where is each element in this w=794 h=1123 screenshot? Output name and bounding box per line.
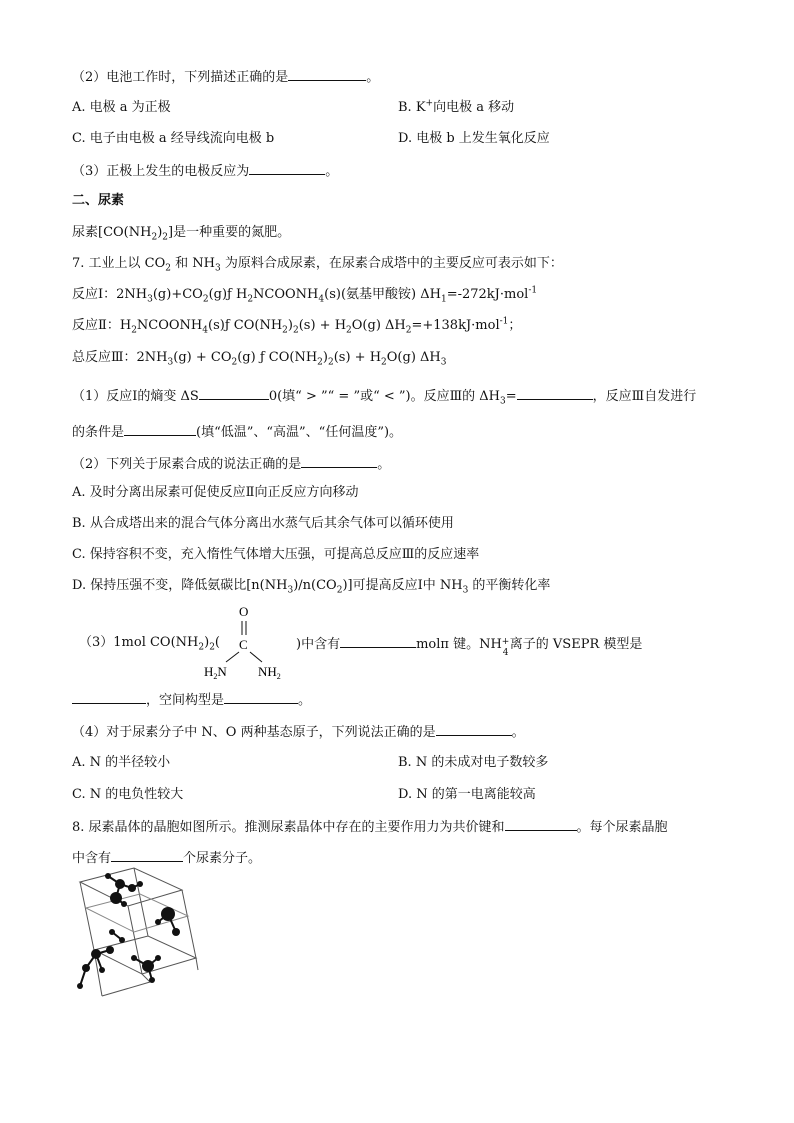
option-text: A. 电极 a 为正极 — [72, 100, 171, 115]
text: N — [217, 664, 227, 679]
atom — [99, 967, 105, 973]
text: )]可提高反应Ⅰ中 NH — [342, 578, 463, 593]
text: （2）下列关于尿素合成的说法正确的是 — [72, 457, 302, 472]
text: 8. 尿素晶体的晶胞如图所示。推测尿素晶体中存在的主要作用力为共价键和 — [72, 820, 505, 835]
option-text: D. N 的第一电离能较高 — [398, 787, 536, 802]
reaction-1 — [72, 286, 537, 304]
q8-line1 — [72, 817, 668, 837]
text: （3）1mol CO(NH — [79, 635, 199, 650]
atom — [172, 928, 180, 936]
text: 中含有 — [72, 851, 112, 866]
text: 为原料合成尿素，在尿素合成塔中的主要反应可表示如下： — [220, 256, 563, 271]
superscript: + — [501, 636, 510, 647]
text: (填“低温”、“高温”、“任何温度”)。 — [196, 425, 403, 440]
q2-option-d — [398, 130, 550, 148]
subscript: 3 — [147, 294, 153, 305]
text: (g) + CO — [173, 350, 232, 365]
q7-4-option-a — [72, 754, 170, 772]
group-h2n — [204, 664, 227, 681]
q7-4-stem — [72, 722, 525, 742]
text: )中含有 — [296, 637, 341, 652]
subscript: 2 — [381, 357, 387, 368]
text: (s) + H — [333, 350, 382, 365]
q7-3-part2 — [296, 634, 643, 658]
atom — [115, 879, 125, 889]
q7-3-line2 — [72, 690, 311, 710]
q7-2-option-d — [72, 577, 550, 595]
subscript: 2 — [162, 232, 169, 243]
subscript: 3 — [287, 585, 294, 596]
atom — [131, 955, 137, 961]
subscript: 2 — [317, 357, 323, 368]
superscript: -1 — [528, 285, 538, 296]
answer-blank[interactable] — [224, 690, 298, 704]
subscript: 2 — [405, 325, 412, 336]
atom — [106, 946, 114, 954]
answer-blank[interactable] — [301, 454, 377, 468]
q2-stem — [72, 67, 379, 87]
subscript: 4 — [318, 294, 325, 305]
text: ) — [322, 350, 328, 365]
text: = — [505, 389, 517, 404]
cell-edge — [182, 890, 196, 958]
text: 总反应Ⅲ：2NH — [72, 350, 168, 365]
text: 。 — [298, 693, 312, 708]
superscript: -1 — [499, 316, 509, 327]
q7-2-option-c — [72, 546, 479, 564]
superscript: + — [425, 98, 434, 109]
text: )/n(CO — [293, 578, 337, 593]
answer-blank[interactable] — [72, 690, 146, 704]
q2-option-b — [398, 99, 514, 117]
option-text: C. 保持容积不变，充入惰性气体增大压强，可提高总反应Ⅲ的反应速率 — [72, 547, 480, 562]
q2-option-a — [72, 99, 171, 117]
text: 。每个尿素晶胞 — [576, 820, 668, 835]
option-text: C. 电子由电极 a 经导线流向电极 b — [72, 131, 275, 146]
text: 反应Ⅰ：2NH — [72, 287, 148, 302]
answer-blank[interactable] — [436, 722, 512, 736]
subscript: 2 — [276, 672, 281, 681]
text: (s)(氨基甲酸铵) ΔH — [324, 287, 441, 302]
subscript: 3 — [215, 263, 221, 274]
text: ； — [508, 318, 522, 333]
atom — [105, 873, 111, 879]
subscript: 3 — [440, 357, 447, 368]
text: ]是一种重要的氮肥。 — [168, 225, 291, 240]
atom — [121, 901, 127, 907]
q3-stem — [72, 161, 338, 181]
unit-cell-frame — [80, 868, 198, 996]
text: H — [204, 664, 214, 679]
subscript: 2 — [292, 325, 299, 336]
text: (g)+CO — [152, 287, 203, 302]
answer-blank[interactable] — [249, 161, 325, 175]
answer-blank[interactable] — [288, 67, 366, 81]
atom — [161, 907, 175, 921]
urea-structure-diagram — [198, 602, 290, 682]
q7-4-option-b — [398, 754, 548, 772]
group-nh2 — [258, 664, 281, 681]
intro-line — [72, 224, 290, 242]
atom — [155, 919, 161, 925]
answer-blank[interactable] — [111, 848, 183, 862]
q2-option-c — [72, 130, 274, 148]
atom — [91, 949, 101, 959]
atom — [142, 960, 154, 972]
charge-stack — [501, 636, 510, 658]
text: NCOONH — [253, 287, 319, 302]
text: molπ 键。NH — [416, 637, 502, 652]
subscript: 4 — [202, 325, 209, 336]
cell-edge — [142, 974, 150, 982]
option-text: A. N 的半径较小 — [72, 755, 171, 770]
subscript: 2 — [202, 294, 209, 305]
text: (s) + H — [298, 318, 347, 333]
subscript: 2 — [165, 263, 172, 274]
subscript: 1 — [440, 294, 447, 305]
text: 的平衡转化率 — [468, 578, 551, 593]
reaction-3 — [72, 349, 446, 367]
section-heading-text: 二、尿素 — [72, 193, 125, 208]
subscript: 4 — [502, 647, 509, 658]
text: =+138kJ·mol — [411, 318, 500, 333]
option-text: C. N 的电负性较大 — [72, 787, 184, 802]
section-heading — [72, 192, 124, 210]
option-text: B. N 的未成对电子数较多 — [398, 755, 549, 770]
subscript: 3 — [167, 357, 174, 368]
subscript: 2 — [131, 325, 137, 336]
cell-edge — [196, 958, 198, 970]
answer-blank[interactable] — [505, 817, 577, 831]
q7-stem — [72, 255, 563, 273]
cell-edge — [80, 882, 94, 950]
atom — [77, 983, 83, 989]
cell-edge — [128, 906, 142, 974]
atom — [128, 884, 136, 892]
answer-blank[interactable] — [517, 386, 593, 400]
cell-edge — [134, 868, 148, 936]
q7-2-option-b — [72, 515, 454, 533]
subscript: 2 — [346, 325, 352, 336]
text: 的条件是 — [72, 425, 125, 440]
reaction-2 — [72, 317, 521, 335]
option-text: 向电极 a 移动 — [433, 100, 515, 115]
atom — [110, 892, 122, 904]
subscript: 2 — [209, 642, 215, 653]
q7-2-stem — [72, 454, 390, 474]
subscript: 2 — [213, 672, 218, 681]
subscript: 2 — [231, 357, 238, 368]
atom-c: C — [239, 637, 248, 652]
q7-1-line2 — [72, 422, 402, 442]
subscript: 2 — [336, 585, 343, 596]
atom-o: O — [239, 604, 249, 619]
text: ) — [287, 318, 293, 333]
text: =-272kJ·mol — [446, 287, 529, 302]
answer-blank[interactable] — [199, 386, 269, 400]
subscript: 2 — [198, 642, 205, 653]
text: ) — [157, 225, 163, 240]
atoms — [77, 873, 180, 989]
text: (g) ƒ CO(NH — [237, 350, 318, 365]
text: （1）反应Ⅰ的熵变 ΔS — [72, 389, 199, 404]
subscript: 2 — [282, 325, 288, 336]
option-text: D. 电极 b 上发生氧化反应 — [398, 131, 550, 146]
atom — [149, 977, 155, 983]
subscript: 2 — [247, 294, 254, 305]
text: O(g) ΔH — [386, 350, 441, 365]
text: (s)ƒ CO(NH — [208, 318, 283, 333]
text: D. 保持压强不变，降低氨碳比[n(NH — [72, 578, 288, 593]
atom — [137, 881, 143, 887]
text: 7. 工业上以 CO — [72, 256, 166, 271]
answer-blank[interactable] — [124, 422, 196, 436]
option-text: B. K — [398, 100, 426, 115]
text: 个尿素分子。 — [183, 851, 262, 866]
text: ( — [214, 635, 220, 650]
subscript: 2 — [151, 232, 158, 243]
text: ，反应Ⅲ自发进行 — [592, 389, 697, 404]
text: 反应Ⅱ：H — [72, 318, 132, 333]
single-bond-line — [226, 652, 239, 662]
atom — [82, 964, 90, 972]
text: ) — [204, 635, 210, 650]
text: 。 — [377, 457, 391, 472]
urea-crystal-cell-figure — [72, 862, 202, 1002]
subscript: 2 — [327, 357, 334, 368]
text: O(g) ΔH — [351, 318, 406, 333]
text: 0(填“ > ”“ = ”或“ < ”)。反应Ⅲ的 ΔH — [268, 389, 501, 404]
subscript: 3 — [500, 396, 506, 407]
q3-stem-text: （3）正极上发生的电极反应为 — [72, 164, 250, 179]
atom — [109, 929, 115, 935]
text: 。 — [511, 725, 525, 740]
bonds — [80, 876, 176, 986]
cell-edge — [102, 982, 150, 996]
option-text: A. 及时分离出尿素可促使反应Ⅱ向正反应方向移动 — [72, 485, 359, 500]
text: ，空间构型是 — [146, 693, 225, 708]
text: （4）对于尿素分子中 N、O 两种基态原子，下列说法正确的是 — [72, 725, 436, 740]
q7-1-line1 — [72, 386, 696, 406]
text: 尿素[CO(NH — [72, 225, 152, 240]
q2-stem-end: 。 — [366, 70, 380, 85]
text: 和 NH — [171, 256, 215, 271]
option-text: B. 从合成塔出来的混合气体分离出水蒸气后其余气体可以循环使用 — [72, 516, 454, 531]
subscript: 3 — [462, 585, 469, 596]
q7-2-option-a — [72, 484, 359, 502]
text: NH — [258, 664, 277, 679]
single-bond-line — [250, 652, 262, 662]
answer-blank[interactable] — [340, 634, 416, 648]
text: NCOONH — [136, 318, 203, 333]
q7-4-option-d — [398, 786, 536, 804]
q7-4-option-c — [72, 786, 183, 804]
text: 离子的 VSEPR 模型是 — [509, 637, 643, 652]
atom — [119, 937, 125, 943]
q3-stem-end: 。 — [325, 164, 339, 179]
text: (g)ƒ H — [208, 287, 248, 302]
atom — [155, 955, 161, 961]
q2-stem-text: （2）电池工作时，下列描述正确的是 — [72, 70, 289, 85]
